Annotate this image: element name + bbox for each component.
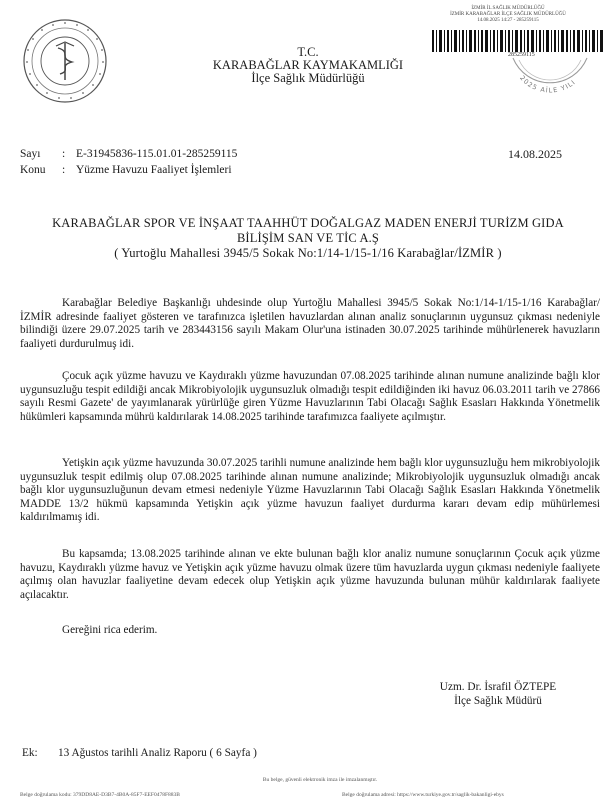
verification-code: Belge doğrulama kodu: 379DD8AE-D3B7-4B0A-85F7-EEF0478F883B — [20, 792, 180, 798]
konu-row — [20, 164, 232, 176]
stamp-line-2: İZMİR KARABAĞLAR İLÇE SAĞLIK MÜDÜRLÜĞÜ — [450, 12, 566, 17]
sayi-label: Sayı — [20, 148, 41, 160]
konu-value: Yüzme Havuzu Faaliyet İşlemleri — [76, 164, 232, 176]
sayi-value: E-31945836-115.01.01-285259115 — [76, 148, 238, 160]
stamp-line-1: İZMİR İL SAĞLIK MÜDÜRLÜĞÜ — [471, 6, 545, 11]
family-year-text: 2025 AİLE YILI — [518, 73, 578, 95]
stamp-line-3: 14.08.2025 14:27 - 285259115 — [477, 18, 539, 23]
attachment-row — [22, 747, 257, 759]
konu-separator: : — [62, 164, 66, 176]
body-paragraph-2: Çocuk açık yüzme havuzu ve Kaydıraklı yüzme havuzundan 07.08.2025 tarihinde alınan numune analizinde bağlı klor uygunsuzluğu tespit edildiği ancak Mikrobiyolojik uygunsuzluk olmadığı tespit edildiğinden iki havuz 06.03.2011 tarih ve 27866 sayılı Resmi Gazete' de yayımlanarak yürürlüğe giren Yüzme Havuzlarının Tabi Olacağı Sağlık Esasları Hakkında Yönetmelik hükümleri kapsamında mührü kaldırılarak 14.08.2025 tarihinde tarafımızca faaliyete açılmıştır. — [20, 370, 600, 423]
document-date: 14.08.2025 — [508, 147, 562, 161]
addressee-line-1: KARABAĞLAR SPOR VE İNŞAAT TAAHHÜT DOĞALGAZ MADEN ENERJİ TURİZM GIDA — [52, 216, 564, 230]
sayi-row — [20, 148, 237, 160]
header-kaymakamlik: KARABAĞLAR KAYMAKAMLIĞI — [212, 58, 404, 72]
attachment-value: 13 Ağustos tarihli Analiz Raporu ( 6 Sayfa ) — [58, 747, 257, 759]
signer-title: İlçe Sağlık Müdürü — [454, 695, 542, 707]
signer-name: Uzm. Dr. İsrafil ÖZTEPE — [439, 681, 557, 693]
body-paragraph-3: Yetişkin açık yüzme havuzunda 30.07.2025 tarihli numune analizinde hem bağlı klor uygunsuzluğu hem mikrobiyolojik uygunsuzluk tespit edilmiş olup 07.08.2025 tarihinde alınan numune analizinde; Mikrobiyolojik uygunsuzluk olmadığı ancak bağlı klor uygunsuzluğunun devam etmesi nedeniyle Yüzme Havuzlarının Tabi Olacağı Sağlık Esasları Hakkında Yönetmelik MADDE 13/2 hükmü kapsamında Yetişkin açık yüzme havuzun faaliyet durdurma kararı devam edip mühürlemesi kaldırılmamış idi. — [20, 457, 600, 524]
attachment-label: Ek: — [22, 747, 38, 759]
e-signature-note: Bu belge, güvenli elektronik imza ile imzalanmıştır. — [262, 777, 378, 783]
addressee-line-2: BİLİŞİM SAN VE TİC A.Ş — [236, 231, 380, 245]
konu-label: Konu — [20, 164, 46, 176]
sayi-separator: : — [62, 148, 66, 160]
barcode-number: 285259115 — [508, 52, 535, 58]
verification-url[interactable]: Belge doğrulama adresi: https://www.turkiye.gov.tr/saglik-bakanligi-ebys — [342, 792, 504, 798]
header-tc: T.C. — [297, 45, 319, 59]
closing-line: Gereğini rica ederim. — [62, 624, 158, 636]
addressee-address: ( Yurtoğlu Mahallesi 3945/5 Sokak No:1/14-1/15-1/16 Karabağlar/İZMİR ) — [114, 246, 502, 260]
body-paragraph-1: Karabağlar Belediye Başkanlığı uhdesinde olup Yurtoğlu Mahallesi 3945/5 Sokak No:1/14-1/15-1/16 Karabağlar/İZMİR adresinde faaliyet gösteren ve tarafınızca işletilen havuzlardan alınan analiz sonuçlarının uygunsuz çıkması nedeniyle bilindiği üzere 29.07.2025 tarih ve 283443156 sayılı Makam Olur'una istinaden 30.07.2025 tarihinde mühürlenerek havuzların faaliyeti durdurulmuş idi. — [20, 297, 600, 350]
body-paragraph-4: Bu kapsamda; 13.08.2025 tarihinde alınan ve ekte bulunan bağlı klor analiz numune sonuçlarının Çocuk açık yüzme havuzu, Kaydıraklı yüzme havuz ve Yetişkin açık yüzme havuzu olmak üzere tüm havuzlarda uygun çıkması nedeniyle faaliyete açılmış olan havuzlar faaliyetine devam edecek olup Yetişkin açık yüzme havuzunda bulunan mühür kaldırılarak faaliyete açılacaktır. — [20, 548, 600, 601]
header-mudurluk: İlçe Sağlık Müdürlüğü — [251, 71, 365, 85]
